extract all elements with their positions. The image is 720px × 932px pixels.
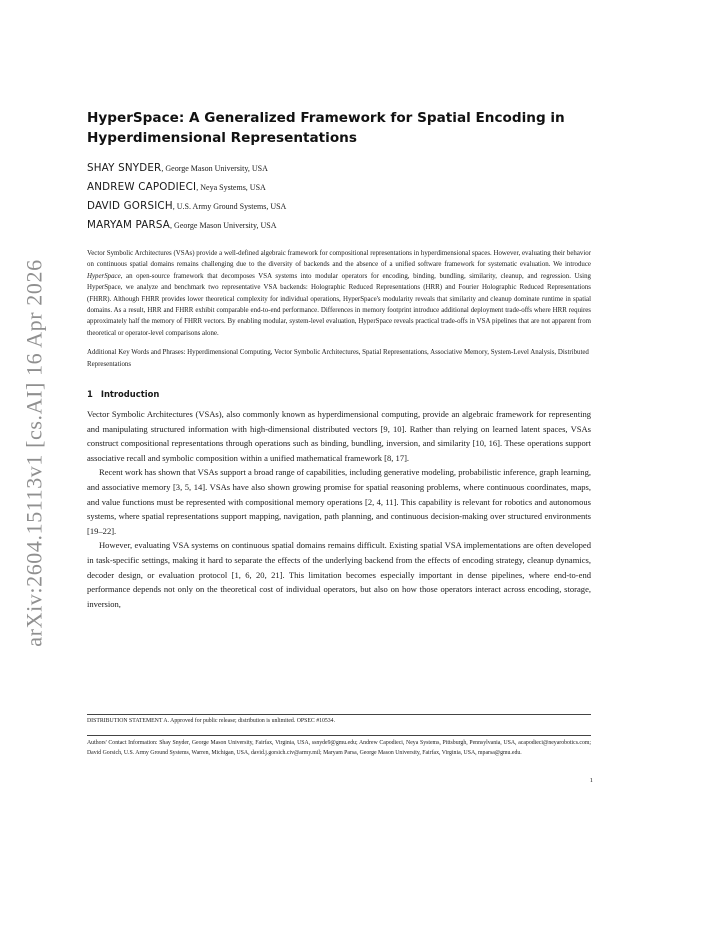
- author-entry: [87, 159, 591, 178]
- author-affiliation: , U.S. Army Ground Systems, USA: [172, 202, 287, 211]
- author-contact-information: Authors' Contact Information: Shay Snyder, George Mason University, Fairfax, Virginia, USA, ssnyde9@gmu.edu; Andrew Capodieci, Neya Systems, Pittsburgh, Pennsylvania, USA, acapodieci@neyarobotics.com; David Gorsich, U.S. Army Ground Systems, Warren, Michigan, USA, david.j.gorsich.civ@army.mil; Maryam Parsa, George Mason University, Fairfax, Virginia, USA, mparsa@gmu.edu.: [87, 735, 591, 758]
- abstract-text-continued: , an open-source framework that decomposes VSA systems into modular operators for encoding, binding, bundling, similarity, cleanup, and regression. Using HyperSpace, we analyze and benchmark two representative VSA backends: Holographic Reduced Representations (HRR) and Fourier Holographic Reduced Representations (FHRR). Although FHRR provides lower theoretical complexity for individual operations, HyperSpace's modularity reveals that similarity and cleanup dominate runtime in spatial domains. As a result, HRR and FHRR exhibit comparable end-to-end performance. Differences in memory footprint introduce additional deployment trade-offs where HRR requires approximately half the memory of FHRR vectors. By enabling modular, system-level evaluation, HyperSpace reveals practical trade-offs in VSA pipelines that are not apparent from theoretical or operator-level comparisons alone.: [87, 272, 591, 337]
- paper-title: HyperSpace: A Generalized Framework for Spatial Encoding in Hyperdimensional Representations: [87, 110, 565, 146]
- author-name: MARYAM PARSA: [87, 219, 171, 231]
- arxiv-identifier-watermark: [11, 259, 59, 647]
- body-paragraph: Vector Symbolic Architectures (VSAs), also commonly known as hyperdimensional computing, provide an algebraic framework for representing and manipulating structured information with high-dimensional distributed vectors [9, 10]. Rather than relying on learned latent spaces, VSAs construct compositional representations through operations such as binding, bundling, inversion, and similarity [10, 16]. These operations support associative recall and symbolic composition within a unified mathematical framework [8, 17].: [87, 409, 591, 463]
- section-heading: [87, 388, 591, 400]
- author-name: SHAY SNYDER: [87, 162, 162, 174]
- distribution-statement: DISTRIBUTION STATEMENT A. Approved for public release; distribution is unlimited. OPSEC #10534.: [87, 714, 591, 726]
- section-body: [87, 407, 591, 611]
- author-name: ANDREW CAPODIECI: [87, 181, 197, 193]
- author-entry: [87, 197, 591, 216]
- body-paragraph: Recent work has shown that VSAs support a broad range of capabilities, including generative modeling, probabilistic inference, graph learning, and associative memory [3, 5, 14]. VSAs have also shown growing promise for spatial reasoning problems, where continuous coordinates, maps, and value functions must be represented with compositional memory operations [2, 4, 11]. This capability is relevant for robotics and autonomous systems, where spatial representations support mapping, navigation, path planning, and continuous decision-making over structured environments [19–22].: [87, 467, 591, 536]
- abstract-text: Vector Symbolic Architectures (VSAs) provide a well-defined algebraic framework for compositional representations in hyperdimensional spaces. However, evaluating their behavior on continuous spatial domains remains challenging due to the diversity of backends and the absence of a unified software framework for systematic evaluation. We introduce: [87, 250, 591, 269]
- abstract: [87, 248, 591, 339]
- keywords: Additional Key Words and Phrases: Hyperdimensional Computing, Vector Symbolic Architectures, Spatial Representations, Associative Memory, System-Level Analysis, Distributed Representations: [87, 349, 589, 368]
- author-affiliation: , George Mason University, USA: [161, 164, 268, 173]
- paper-page: [87, 108, 591, 611]
- author-name: DAVID GORSICH: [87, 200, 173, 212]
- author-entry: [87, 216, 591, 235]
- body-paragraph: However, evaluating VSA systems on continuous spatial domains remains difficult. Existing spatial VSA implementations are often developed in task-specific settings, making it hard to separate the effects of the underlying backend from the effects of encoding strategy, cleanup dynamics, decoder design, or evaluation protocol [1, 6, 20, 21]. This limitation becomes especially important in dense pipelines, where end-to-end performance depends not only on the theoretical cost of individual operators, but also on how those operators interact across encoding, storage, inversion,: [87, 540, 591, 609]
- author-affiliation: , George Mason University, USA: [170, 221, 277, 230]
- arxiv-identifier-text: arXiv:2604.15113v1 [cs.AI] 16 Apr 2026: [22, 259, 48, 647]
- section-title: Introduction: [100, 389, 160, 400]
- author-affiliation: , Neya Systems, USA: [196, 183, 266, 192]
- section-number: 1: [87, 389, 93, 400]
- author-entry: [87, 178, 591, 197]
- author-list: [87, 159, 591, 235]
- abstract-emphasis: HyperSpace: [87, 272, 121, 280]
- page-number: 1: [589, 777, 593, 784]
